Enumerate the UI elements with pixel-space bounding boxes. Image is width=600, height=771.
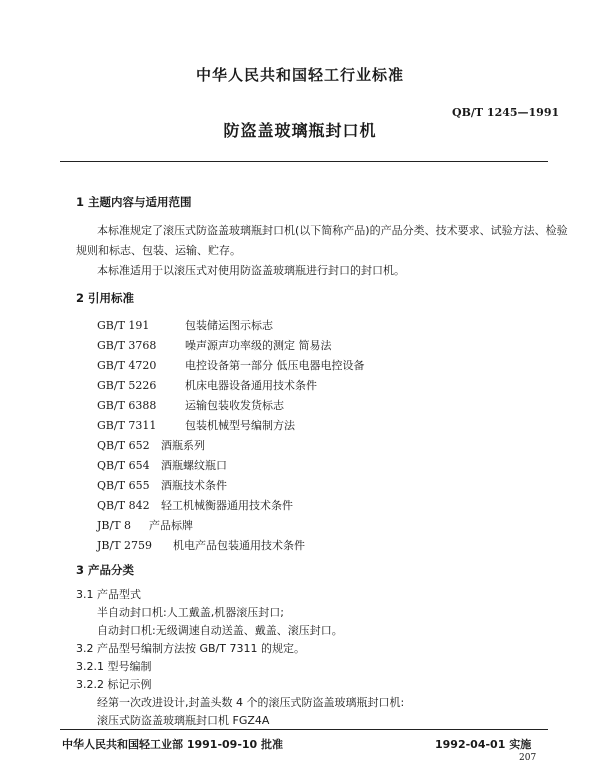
section-3-1-heading: 3.1 产品型式 — [76, 588, 141, 601]
reference-code: JB/T 2759 — [97, 539, 153, 552]
section-3-2-2-heading: 3.2.2 标记示例 — [76, 678, 152, 691]
reference-title: 酒瓶技术条件 — [161, 479, 227, 492]
reference-title: 轻工机械衡器通用技术条件 — [161, 499, 293, 512]
section-3-2-2-example: 滚压式防盗盖玻璃瓶封口机 FGZ4A — [97, 714, 270, 727]
section-2-heading: 2 引用标准 — [76, 291, 135, 305]
reference-title: 包装储运图示标志 — [185, 319, 273, 332]
reference-code: GB/T 191 — [97, 319, 150, 332]
reference-title: 酒瓶螺纹瓶口 — [161, 459, 227, 472]
reference-code: JB/T 8 — [97, 519, 132, 532]
standard-number: QB/T 1245—1991 — [452, 106, 560, 119]
reference-title: 产品标牌 — [149, 519, 193, 532]
top-rule — [60, 161, 548, 162]
reference-item — [97, 317, 273, 333]
bottom-rule — [60, 729, 548, 730]
reference-code: GB/T 6388 — [97, 399, 157, 412]
reference-item — [97, 417, 295, 433]
reference-item — [97, 377, 317, 393]
reference-code: QB/T 652 — [97, 439, 150, 452]
reference-item — [97, 477, 227, 493]
section-1-paragraph-2: 本标准适用于以滚压式对使用防盗盖玻璃瓶进行封口的封口机。 — [97, 264, 405, 277]
reference-item — [97, 437, 205, 453]
reference-code: QB/T 655 — [97, 479, 150, 492]
section-1-paragraph-line: 本标准规定了滚压式防盗盖玻璃瓶封口机(以下简称产品)的产品分类、技术要求、试验方法、检验 — [97, 224, 568, 237]
reference-item — [97, 457, 227, 473]
reference-title: 包装机械型号编制方法 — [185, 419, 295, 432]
reference-code: GB/T 4720 — [97, 359, 157, 372]
reference-item — [97, 537, 305, 553]
reference-code: QB/T 654 — [97, 459, 150, 472]
section-3-1-line: 自动封口机:无级调速自动送盖、戴盖、滚压封口。 — [97, 624, 343, 637]
reference-code: GB/T 3768 — [97, 339, 157, 352]
reference-title: 机床电器设备通用技术条件 — [185, 379, 317, 392]
section-1-paragraph-line: 规则和标志、包装、运输、贮存。 — [76, 244, 241, 257]
reference-title: 酒瓶系列 — [161, 439, 205, 452]
reference-item — [97, 397, 284, 413]
section-3-2-2-line: 经第一次改进设计,封盖头数 4 个的滚压式防盗盖玻璃瓶封口机: — [97, 696, 405, 709]
reference-code: GB/T 7311 — [97, 419, 157, 432]
reference-item — [97, 357, 365, 373]
reference-code: GB/T 5226 — [97, 379, 157, 392]
reference-item — [97, 517, 193, 533]
reference-title: 噪声源声功率级的测定 简易法 — [185, 339, 332, 352]
reference-title: 运输包装收发货标志 — [185, 399, 284, 412]
approval-note: 中华人民共和国轻工业部 1991-09-10 批准 — [62, 738, 284, 751]
section-3-1-line: 半自动封口机:人工戴盖,机器滚压封口; — [97, 606, 284, 619]
section-3-heading: 3 产品分类 — [76, 563, 135, 577]
reference-item — [97, 337, 332, 353]
document-title: 防盗盖玻璃瓶封口机 — [223, 121, 377, 140]
section-3-2-heading: 3.2 产品型号编制方法按 GB/T 7311 的规定。 — [76, 642, 305, 655]
reference-title: 机电产品包装通用技术条件 — [173, 539, 305, 552]
page-number: 207 — [519, 753, 537, 763]
implementation-date: 1992-04-01 实施 — [435, 738, 532, 751]
issuer-heading: 中华人民共和国轻工行业标准 — [195, 66, 404, 84]
reference-item — [97, 497, 293, 513]
reference-title: 电控设备第一部分 低压电器电控设备 — [185, 359, 365, 372]
reference-code: QB/T 842 — [97, 499, 150, 512]
section-1-heading: 1 主题内容与适用范围 — [76, 195, 192, 209]
section-3-2-1-heading: 3.2.1 型号编制 — [76, 660, 152, 673]
